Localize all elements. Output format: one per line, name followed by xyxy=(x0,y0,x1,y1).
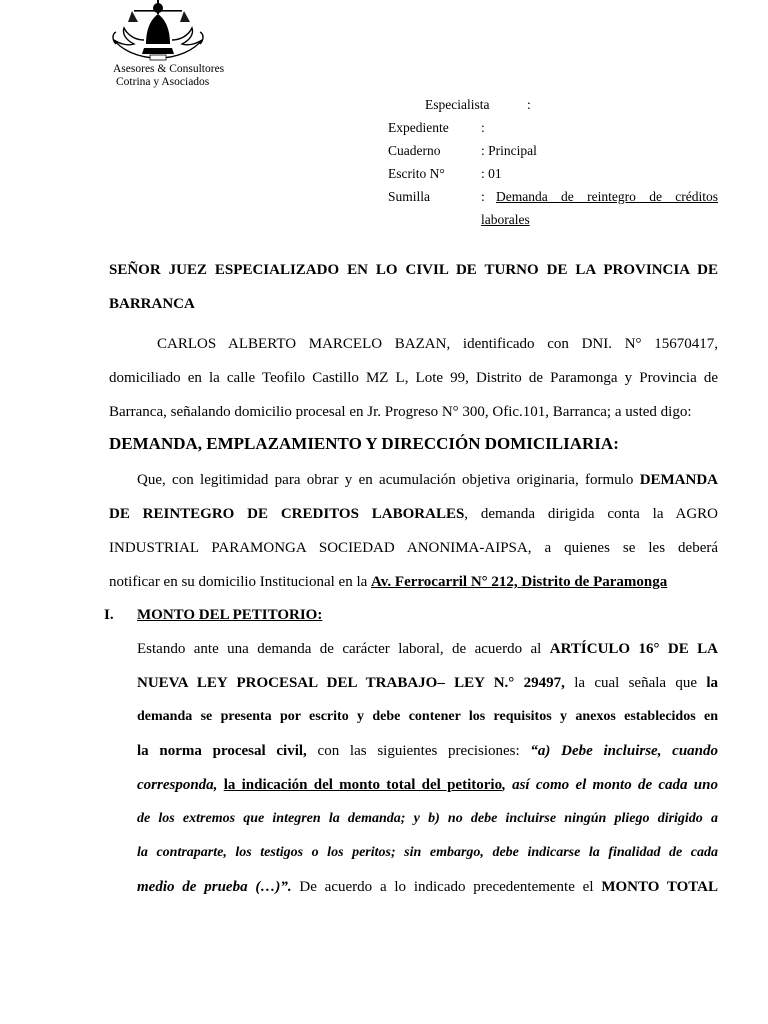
section1-title-text: MONTO DEL PETITORIO: xyxy=(137,607,323,623)
section1-line8 xyxy=(137,877,718,911)
section1-line2-bold2: la xyxy=(706,675,719,691)
section1-line2 xyxy=(137,673,718,707)
section1-line8-text: De acuerdo a lo indicado precedentemente el xyxy=(299,879,594,895)
expediente-label: Expediente xyxy=(388,120,449,135)
especialista-value: : xyxy=(527,97,531,112)
demand-line4 xyxy=(109,572,718,606)
section1-line3: demanda se presenta por escrito y debe contener los requisitos y anexos establecidos en xyxy=(137,709,718,724)
section1-line1 xyxy=(137,639,718,673)
firm-logo-emblem xyxy=(108,0,208,62)
section1-line4-quote: “a) Debe incluirse, cuando xyxy=(530,743,719,759)
intro-paragraph xyxy=(109,334,718,436)
escrito-value: : 01 xyxy=(481,166,502,181)
demand-heading: DEMANDA, EMPLAZAMIENTO Y DIRECCIÓN DOMICILIARIA: xyxy=(109,434,619,453)
demand-line1 xyxy=(109,470,718,504)
judge-address xyxy=(109,260,718,328)
firm-name-line1: Asesores & Consultores xyxy=(113,63,225,75)
section1-line5-underlined: la indicación del monto total del petitorio xyxy=(223,777,503,793)
demand-line4-text: notificar en su domicilio Institucional en la xyxy=(109,574,368,590)
section1-line7-quote: la contraparte, los testigos o los peritos; sin embargo, debe indicarse la finalidad de cada xyxy=(137,845,718,860)
sumilla-colon: : xyxy=(481,189,485,204)
sumilla-value-line2 xyxy=(481,212,530,228)
institutional-address: Av. Ferrocarril N° 212, Distrito de Paramonga xyxy=(371,574,668,590)
section1-number-text: I. xyxy=(104,607,114,623)
escrito-label: Escrito N° xyxy=(388,166,445,181)
section1-line4 xyxy=(137,741,718,775)
demand-line2 xyxy=(109,504,718,538)
firm-name-line2: Cotrina y Asociados xyxy=(116,76,210,88)
demand-paragraph xyxy=(109,470,718,606)
sumilla-value-line1 xyxy=(496,189,718,205)
section1-line6-quote: de los extremos que integren la demanda; y b) no debe incluirse ningún pliego dirigido a xyxy=(137,811,718,826)
firm-name xyxy=(113,63,224,89)
section1-line7 xyxy=(137,843,718,877)
demand-line1-bold: DEMANDA xyxy=(639,472,719,488)
expediente-value: : xyxy=(481,120,485,135)
sumilla-text-line1: Demanda de reintegro de créditos xyxy=(496,189,718,204)
section1-line4-text: con las siguientes precisiones: xyxy=(317,743,520,759)
section1-number xyxy=(104,605,114,625)
section1-line2-bold: NUEVA LEY PROCESAL DEL TRABAJO– LEY N.° 29497, xyxy=(137,675,565,691)
especialista-label: Especialista xyxy=(425,97,490,112)
section1-line1-text: Estando ante una demanda de carácter laboral, de acuerdo al xyxy=(137,641,542,657)
section1-line2-text: la cual señala que xyxy=(574,675,698,691)
section1-line8-quote: medio de prueba (…)”. xyxy=(137,879,292,895)
demand-line1-text: Que, con legitimidad para obrar y en acumulación objetiva originaria, formulo xyxy=(137,472,634,488)
section1-line5-quote: corresponda, xyxy=(137,777,218,793)
section1-title xyxy=(137,605,322,625)
judge-address-line1: SEÑOR JUEZ ESPECIALIZADO EN LO CIVIL DE TURNO DE LA PROVINCIA DE xyxy=(109,262,718,278)
intro-line2: domiciliado en la calle Teofilo Castillo MZ L, Lote 99, Distrito de Paramonga y Provincia de xyxy=(109,370,718,386)
demand-line3: INDUSTRIAL PARAMONGA SOCIEDAD ANONIMA-AIPSA, a quienes se les deberá xyxy=(109,540,718,556)
section1-line5-quote2: , así como el monto de cada uno xyxy=(502,777,718,793)
intro-line1: CARLOS ALBERTO MARCELO BAZAN, identificado con DNI. N° 15670417, xyxy=(157,336,718,352)
section1-line8-bold: MONTO TOTAL xyxy=(601,879,719,895)
judge-address-line2: BARRANCA xyxy=(109,296,195,312)
section1-line1-bold: ARTÍCULO 16° DE LA xyxy=(549,641,718,657)
sumilla-label: Sumilla xyxy=(388,189,431,204)
section1-line5 xyxy=(137,775,718,809)
intro-line3: Barranca, señalando domicilio procesal en Jr. Progreso N° 300, Ofic.101, Barranca; a usted digo: xyxy=(109,404,692,420)
demand-line2-text: , demanda dirigida conta la AGRO xyxy=(464,506,718,522)
section1-line4-bold: la norma procesal civil, xyxy=(137,743,307,759)
cuaderno-label: Cuaderno xyxy=(388,143,441,158)
section1-paragraph xyxy=(137,639,718,911)
cuaderno-value: : Principal xyxy=(481,143,537,158)
sumilla-text-line2: laborales xyxy=(481,212,530,227)
demand-line2-bold: DE REINTEGRO DE CREDITOS LABORALES xyxy=(109,506,465,522)
section1-line6 xyxy=(137,809,718,843)
